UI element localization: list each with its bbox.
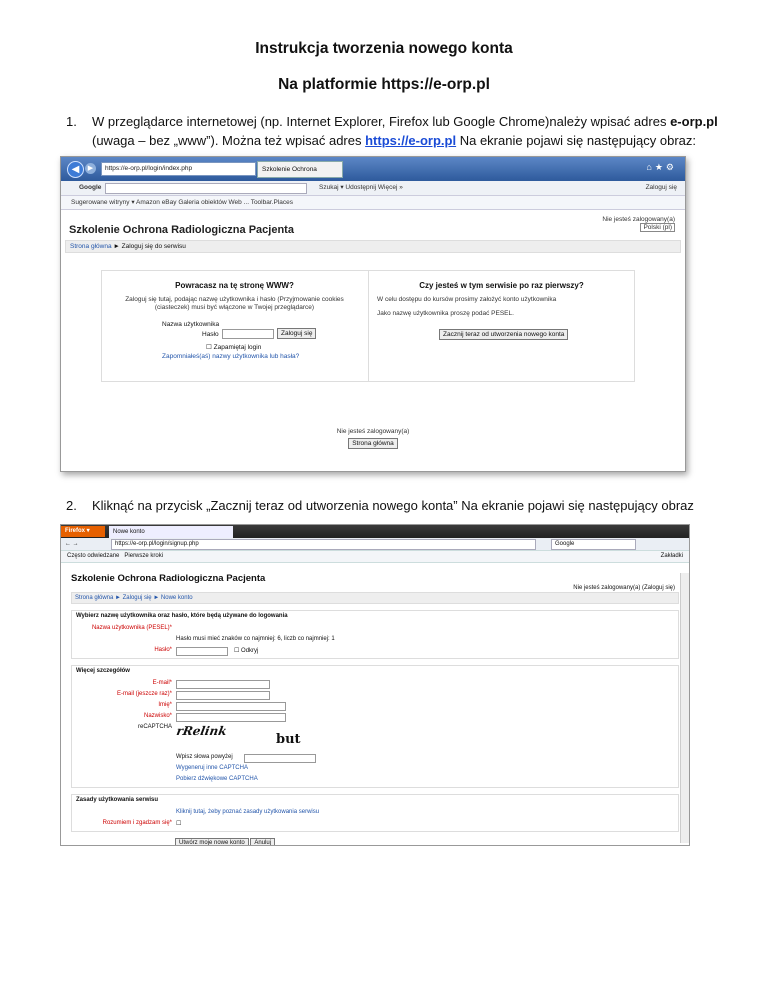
site-link[interactable]: https://e-orp.pl — [365, 133, 457, 148]
agree-label: Rozumiem i zgadzam się* — [102, 820, 172, 826]
google-toolbar-buttons[interactable]: Szukaj ▾ Udostępnij Więcej » — [319, 184, 403, 191]
address-bar[interactable]: https://e-orp.pl/login/index.php — [101, 162, 256, 176]
email2-label: E-mail (jeszcze raz)* — [116, 691, 172, 697]
site-title: Szkolenie Ochrona Radiologiczna Pacjenta — [71, 573, 266, 584]
bookmarks-menu[interactable]: Zakładki — [660, 553, 683, 559]
unmask-label: Odkryj — [241, 648, 259, 654]
step-text: (uwaga – bez „www”). Można też wpisać adres — [92, 133, 366, 148]
new-user-title: Czy jesteś w tym serwisie po raz pierwszy? — [419, 281, 584, 290]
step-text: Kliknąć na przycisk „Zacznij teraz od utworzenia nowego konta” Na ekranie pojawi się następujący obraz — [92, 498, 694, 513]
forgot-link[interactable]: Zapomniałeś(aś) nazwy użytkownika lub hasła? — [162, 353, 300, 360]
create-account-button[interactable]: Utwórz moje nowe konto — [175, 838, 249, 846]
fieldset-title: Wybierz nazwę użytkownika oraz hasło, które będą używane do logowania — [76, 613, 288, 619]
unmask-checkbox[interactable]: ☐ Odkryj — [234, 648, 259, 654]
forward-icon[interactable]: ▶ — [85, 163, 96, 174]
breadcrumb — [65, 240, 681, 253]
fieldset-title: Więcej szczegółów — [76, 668, 130, 674]
lastname-input[interactable] — [176, 713, 286, 722]
captcha-new-link[interactable]: Wygeneruj inne CAPTCHA — [176, 765, 248, 771]
new-user-text: W celu dostępu do kursów prosimy założyć konto użytkownika — [377, 296, 557, 303]
email-label: E-mail* — [152, 680, 172, 686]
policy-link[interactable]: Kliknij tutaj, żeby poznać zasady użytkowania serwisu — [176, 809, 320, 815]
fieldset-title: Zasady użytkowania serwisu — [76, 797, 159, 803]
password-label: Hasło — [202, 331, 219, 338]
back-icon[interactable]: ◀ — [67, 161, 84, 178]
search-input[interactable]: Google — [551, 539, 636, 550]
home-button[interactable]: Strona główna — [348, 438, 398, 449]
screenshot-login-page — [60, 156, 686, 472]
captcha-word: but — [276, 732, 301, 747]
language-select[interactable]: Polski (pl) — [640, 223, 675, 232]
favorites-bar[interactable]: Sugerowane witryny ▾ Amazon eBay Galeria obiektów Web ... Toolbar.Places — [61, 196, 685, 210]
step-text: Na ekranie pojawi się następujący obraz: — [456, 133, 697, 148]
captcha-audio-link[interactable]: Pobierz dźwiękowe CAPTCHA — [176, 776, 258, 782]
step-text: W przeglądarce internetowej (np. Internet Explorer, Firefox lub Google Chrome)należy wpisać adres — [92, 114, 671, 129]
firstname-label: Imię* — [158, 702, 172, 708]
captcha-image: rRelink — [174, 724, 268, 744]
firefox-titlebar — [61, 525, 689, 538]
fieldset-credentials — [71, 610, 679, 659]
username-label: Nazwa użytkownika — [162, 321, 220, 328]
screenshot-signup-page — [60, 524, 690, 846]
breadcrumb-rest: ► Zaloguj się do serwisu — [111, 243, 186, 250]
step-2 — [66, 496, 736, 515]
bookmarks-bar — [61, 551, 689, 563]
signup-button[interactable]: Zacznij teraz od utworzenia nowego konta — [439, 329, 568, 340]
password-input[interactable] — [176, 647, 228, 656]
email2-input[interactable] — [176, 691, 270, 700]
browser-tab[interactable]: Szkolenie Ochrona — [257, 161, 343, 178]
pesel-note: Jako nazwę użytkownika proszę podać PESEL. — [377, 310, 514, 317]
step-number: 2. — [66, 498, 77, 513]
login-status — [602, 216, 675, 232]
new-user-column — [368, 271, 634, 381]
fieldset-policy — [71, 794, 679, 832]
google-search-input[interactable] — [105, 183, 307, 194]
footer — [61, 428, 685, 449]
breadcrumb-home[interactable]: Strona główna — [70, 243, 112, 250]
browser-tab[interactable]: Nowe konto — [109, 526, 233, 538]
navigation-bar — [61, 538, 689, 551]
document-title: Instrukcja tworzenia nowego konta — [255, 40, 513, 57]
breadcrumb[interactable]: Strona główna ► Zaloguj się ► Nowe konto — [71, 592, 679, 604]
agree-checkbox[interactable]: ☐ — [176, 821, 182, 827]
page-content — [61, 210, 685, 470]
recaptcha-label: reCAPTCHA — [137, 724, 172, 730]
address-bar[interactable]: https://e-orp.pl/login/signup.php — [111, 539, 536, 550]
firstname-input[interactable] — [176, 702, 286, 711]
step-highlight: e-orp.pl — [670, 114, 718, 129]
password-input[interactable] — [222, 329, 274, 339]
captcha-input[interactable] — [244, 754, 316, 763]
username-label: Nazwa użytkownika (PESEL)* — [91, 625, 172, 631]
bookmark-frequent[interactable]: Często odwiedzane — [67, 553, 120, 559]
browser-toolbar — [61, 157, 685, 181]
remember-label: Zapamiętaj login — [213, 344, 262, 351]
login-button[interactable]: Zaloguj się — [277, 328, 316, 339]
home-star-gear-icon[interactable]: ⌂★⚙ — [646, 162, 677, 172]
login-status[interactable]: Nie jesteś zalogowany(a) (Zaloguj się) — [573, 585, 675, 591]
step-1 — [66, 112, 736, 150]
returning-title: Powracasz na tę stronę WWW? — [175, 281, 294, 290]
scrollbar[interactable] — [680, 573, 689, 843]
footer-status: Nie jesteś zalogowany(a) — [336, 428, 410, 435]
password-label: Hasło* — [154, 647, 172, 653]
google-login-link[interactable]: Zaloguj się — [645, 184, 677, 191]
returning-text: Zaloguj się tutaj, podając nazwę użytkownika i hasło (Przyjmowanie cookies (ciasteczek) musi być włączone w Twojej przeglądarce) — [125, 296, 344, 311]
fieldset-details — [71, 665, 679, 788]
cancel-button[interactable]: Anuluj — [250, 838, 275, 846]
document-subtitle: Na platformie https://e-orp.pl — [278, 76, 490, 93]
step-number: 1. — [66, 114, 77, 129]
returning-user-column — [102, 271, 367, 381]
firefox-menu[interactable]: Firefox ▾ — [61, 526, 105, 537]
google-toolbar — [61, 181, 685, 196]
password-hint: Hasło musi mieć znaków co najmniej: 6, liczb co najmniej: 1 — [176, 636, 335, 642]
site-title: Szkolenie Ochrona Radiologiczna Pacjenta — [69, 224, 294, 236]
not-logged-text: Nie jesteś zalogowany(a) — [602, 216, 675, 223]
remember-checkbox[interactable]: ☐ Zapamiętaj login — [206, 344, 262, 351]
captcha-enter-label: Wpisz słowa powyżej — [176, 754, 233, 760]
email-input[interactable] — [176, 680, 270, 689]
lastname-label: Nazwisko* — [143, 713, 172, 719]
back-forward-icon[interactable]: ← → — [65, 541, 79, 547]
google-logo: Google — [79, 184, 102, 191]
page-content — [61, 573, 689, 846]
login-box — [101, 270, 635, 382]
bookmark-first-steps[interactable]: Pierwsze kroki — [124, 553, 164, 559]
